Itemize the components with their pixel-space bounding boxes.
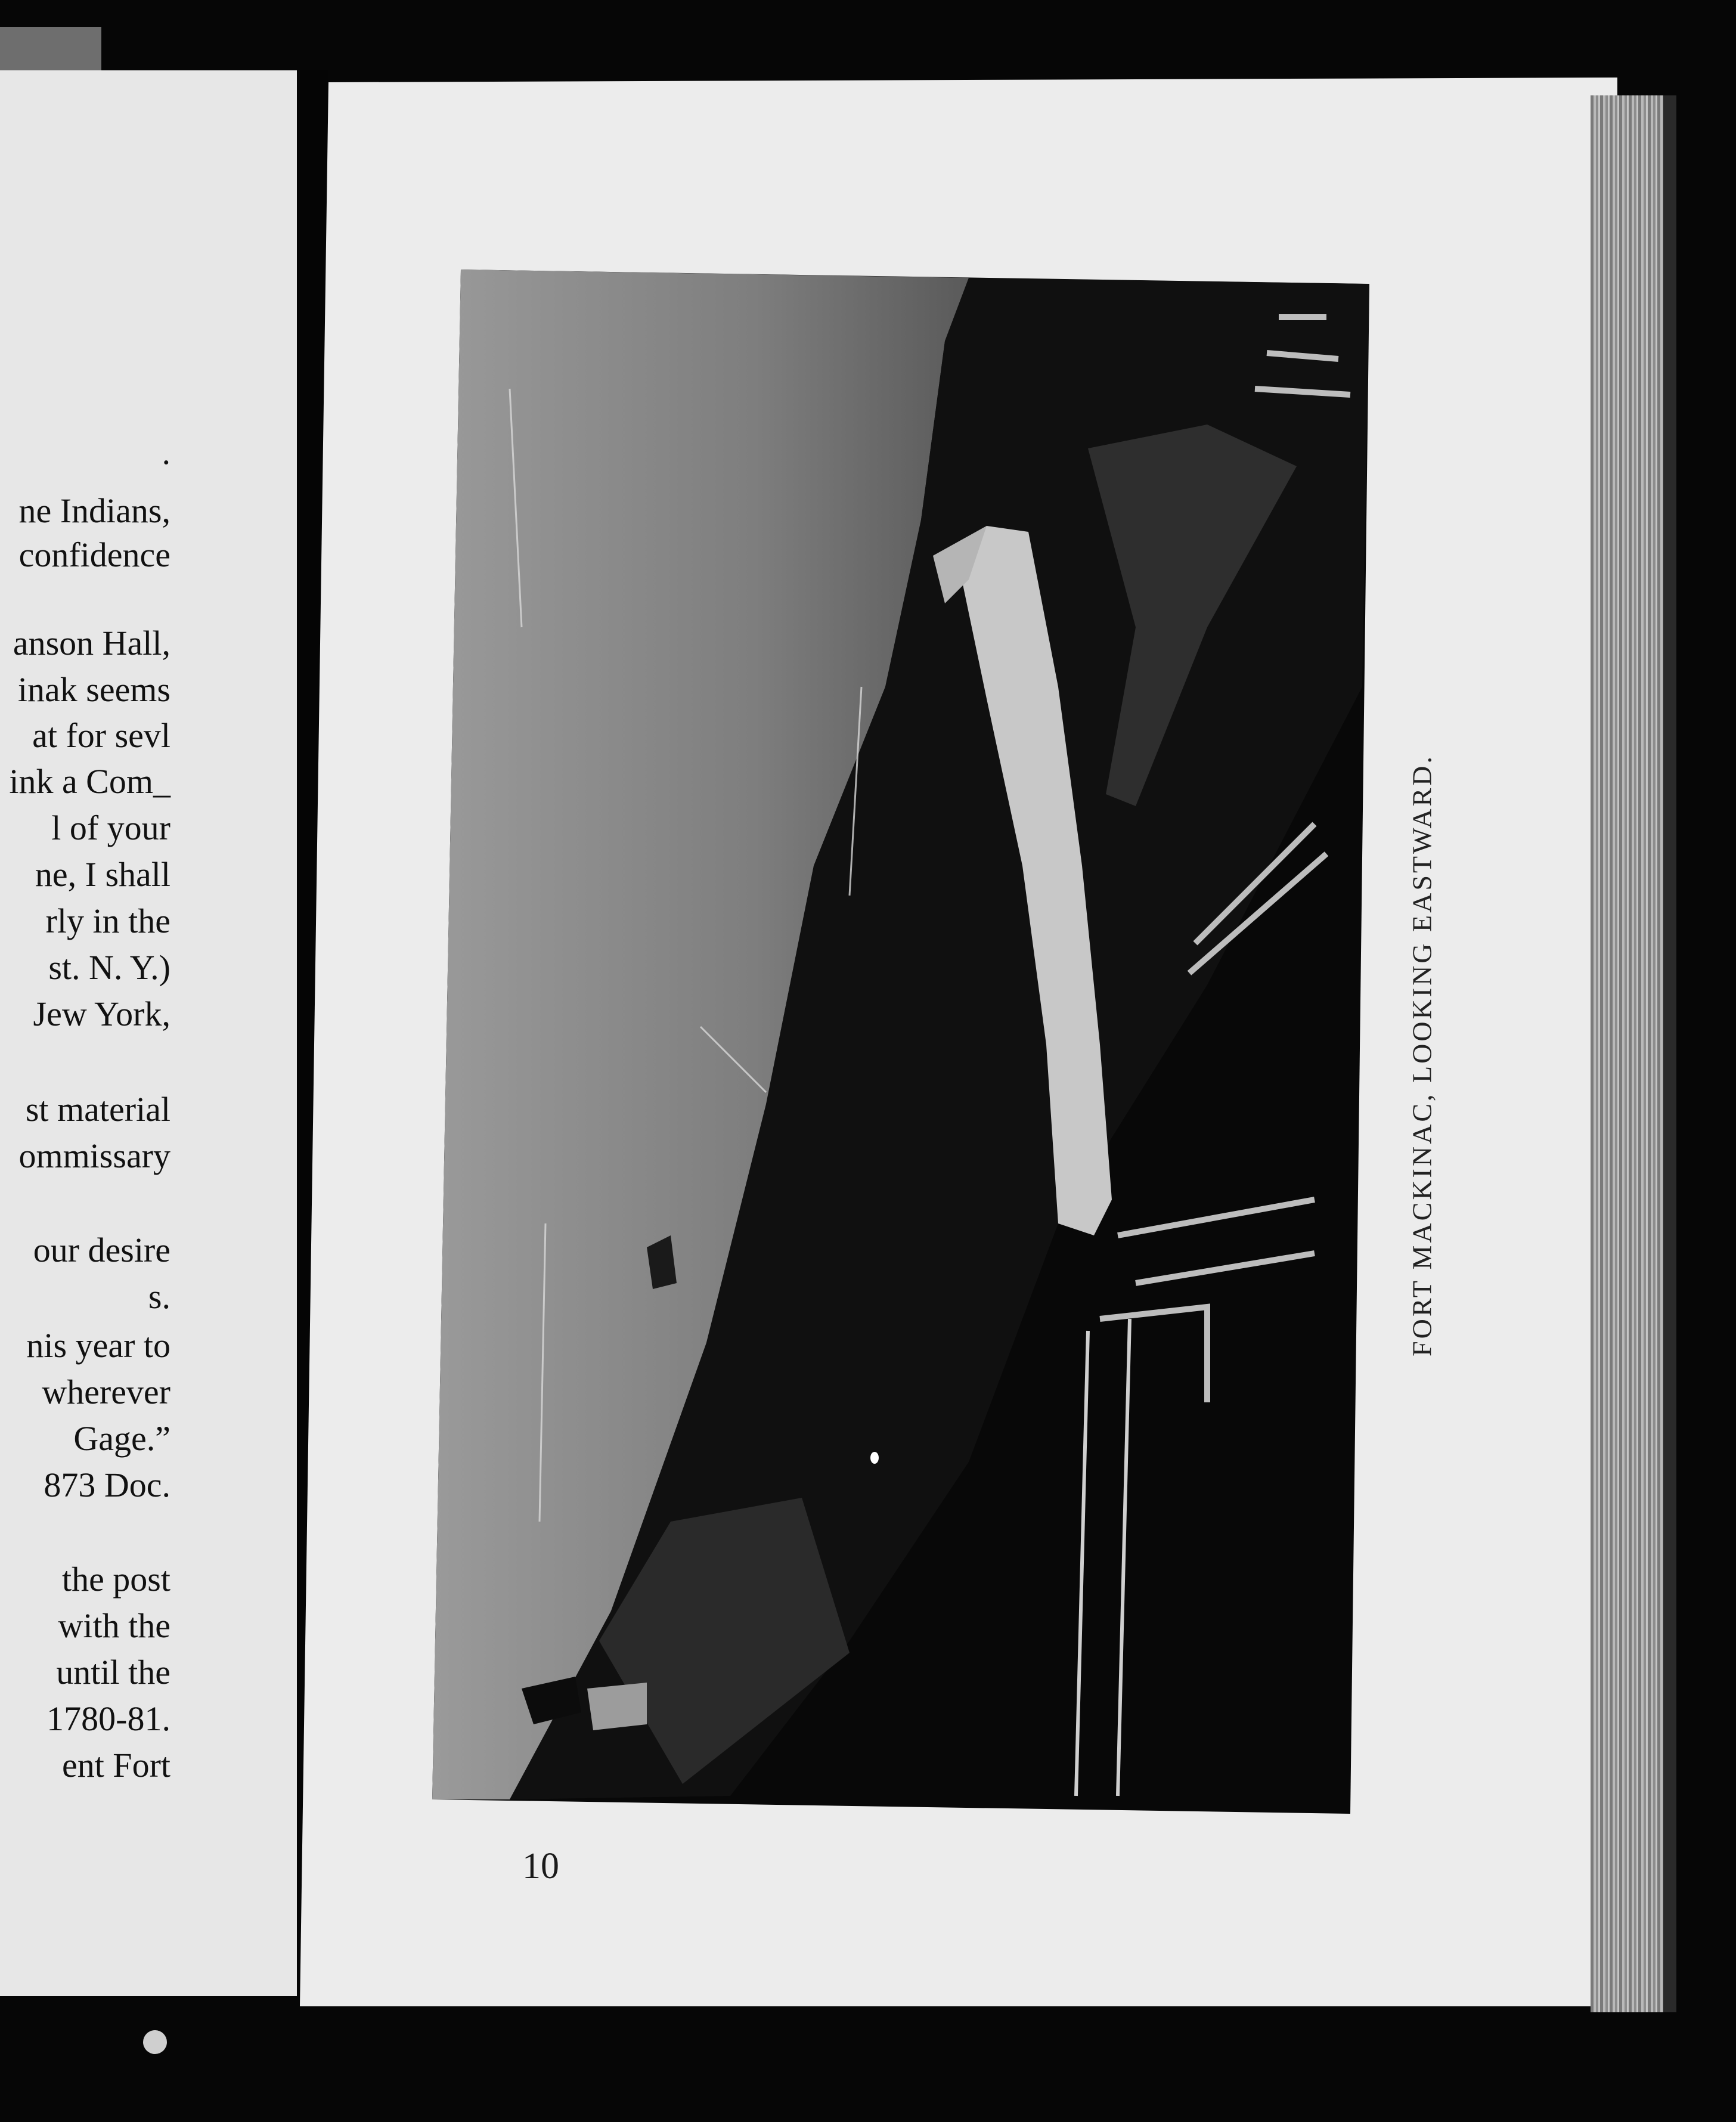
text-line: s.	[148, 1277, 170, 1316]
text-line: our desire	[33, 1231, 170, 1269]
text-line: l of your	[51, 808, 170, 847]
page-number: 10	[522, 1846, 559, 1886]
text-line: ent Fort	[61, 1746, 170, 1785]
text-line: with the	[58, 1606, 170, 1645]
gray-tab	[0, 27, 101, 72]
text-line: ne Indians,	[18, 491, 170, 530]
text-line: the post	[61, 1560, 170, 1599]
text-line: st material	[25, 1090, 170, 1129]
text-line: Jew York,	[33, 995, 170, 1033]
scan-speck	[143, 2030, 167, 2054]
text-line: rly in the	[45, 902, 170, 940]
photo-caption-container	[1401, 739, 1443, 1371]
text-line: confidence	[18, 535, 170, 574]
text-line: inak seems	[17, 670, 170, 709]
page-edges	[1591, 95, 1674, 2012]
left-page	[0, 70, 297, 1996]
photograph-fort-mackinac	[432, 269, 1369, 1814]
text-line: until the	[56, 1653, 170, 1692]
text-line: 873 Doc.	[44, 1466, 170, 1504]
text-line: ne, I shall	[35, 855, 170, 894]
text-line: wherever	[42, 1373, 170, 1411]
text-line: st. N. Y.)	[48, 948, 170, 987]
photo-caption: FORT MACKINAC, LOOKING EASTWARD.	[1406, 754, 1437, 1356]
text-line: at for sevl	[32, 716, 170, 755]
text-line: Gage.”	[73, 1419, 170, 1458]
text-line: anson Hall,	[13, 624, 170, 662]
text-line: .	[162, 433, 170, 472]
scan-speck	[870, 1452, 879, 1464]
text-line: ink a Com_	[9, 762, 170, 801]
text-line: 1780-81.	[46, 1699, 170, 1738]
text-line: ommissary	[18, 1136, 170, 1175]
left-page-text	[0, 70, 297, 1996]
text-line: nis year to	[26, 1326, 170, 1365]
page-edges-shadow	[1663, 95, 1676, 2012]
